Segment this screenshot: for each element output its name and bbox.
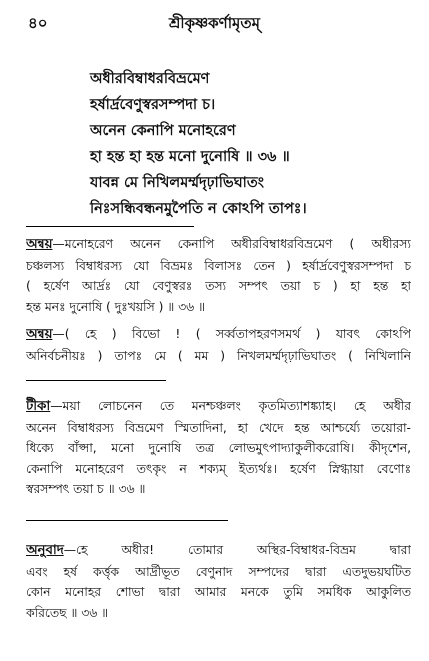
tika-text: ধিক্যে বাঁপ্সা, মনো দুনোষি তত্র লোভমুৎপাদ্যাকুলীকরোষি। কীদৃশেন, <box>26 441 411 455</box>
anvaya-text: চঞ্চলস্য বিম্বাধরস্য যো বিভ্রমঃ বিলাসঃ তেন ) হর্ষার্দ্রবেণুস্বরসম্পদা চ <box>26 258 411 273</box>
anubad-text: করিতেছ ॥ ৩৬ ॥ <box>26 605 109 620</box>
tika-text: —ময়া লোচনেন তে মনশ্চঞ্চলং কৃতমিত্যাশঙ্ক্যাহ। হে অধীর <box>50 399 411 413</box>
anubad-text: এবং হর্ষ কর্ত্তৃক আর্দ্রীভূত বেণুনাদ সম্পদের দ্বারা এতদুভয়ঘটিত <box>26 564 411 579</box>
anvaya-paragraph-1 <box>26 234 411 317</box>
section-divider <box>26 520 228 521</box>
anubad-paragraph <box>26 540 411 623</box>
verse-block <box>90 66 420 222</box>
anvaya-label: অন্বয় <box>26 237 53 252</box>
verse-line: অনেন কেনাপি মনোহরেণ <box>90 123 236 139</box>
tika-label: টীকা <box>26 399 51 414</box>
anvaya-paragraph-2 <box>26 324 411 366</box>
page-header <box>0 10 429 36</box>
verse-line: হা হন্ত হা হন্ত মনো দুনোষি ॥ ৩৬ ॥ <box>90 149 290 165</box>
anvaya-text: —( হে ) বিভো ! ( সর্ব্বতাপহরণসমর্থ ) যাবৎ কোঽপি <box>52 327 411 341</box>
anvaya-text: ( হর্ষেণ আর্দ্রঃ যো বেণুস্বরঃ তস্য সম্পৎ তয়া চ ) হা হন্ত হা <box>26 279 411 293</box>
tika-text: কেনাপি মনোহরেণ তৎকৃং ন শক্যম্ ইত্যর্থঃ। হর্ষেণ স্নিগ্ধায়া বেণোঃ <box>26 461 411 476</box>
anvaya-text: —মনোহরেণ অনেন কেনাপি অধীরবিম্বাধরবিভ্রমেণ ( অধীরস্য <box>52 237 411 251</box>
tika-paragraph <box>26 396 411 500</box>
tika-text: স্বরসম্পৎ তয়া চ ॥ ৩৬ ॥ <box>26 482 146 496</box>
page-number: ৪০ <box>28 14 48 32</box>
anubad-text: কোন মনোহর শোভা দ্বারা আমার মনকে তুমি সমধিক আকুলিত <box>26 585 411 599</box>
section-divider <box>26 380 166 381</box>
verse-line: হর্ষার্দ্রবেণুস্বরসম্পদা চ। <box>90 97 216 113</box>
verse-line: অধীরবিম্বাধরবিভ্রমেণ <box>90 71 210 87</box>
anubad-label: অনুবাদ <box>26 543 64 558</box>
section-divider <box>26 226 194 227</box>
running-title: শ্রীকৃষ্ণকর্ণামৃতম্ <box>169 14 260 32</box>
anubad-text: —হে অধীর! তোমার অস্থির-বিম্বাধর-বিভ্রম দ্বারা <box>63 543 411 557</box>
verse-line: নিঃসন্ধিবন্ধনমুপৈতি ন কোঽপি তাপঃ। <box>90 201 307 217</box>
anvaya-text: অনির্বচনীয়ঃ ) তাপঃ মে ( মম ) নিখলমর্ম্মদৃঢ়াভিঘাতং ( নিখিলানি <box>26 348 411 363</box>
tika-text: অনেন বিম্বাধরস্য বিভ্রমেণ স্মিতাদিনা, হা খেদে হন্ত আশ্চর্য্যে তয়োরা- <box>26 420 411 435</box>
anvaya-label: অন্বয় <box>26 327 53 342</box>
anvaya-text: হন্ত মনঃ দুনোষি ( দুঃখয়সি ) ॥ ৩৬ ॥ <box>26 299 206 314</box>
verse-line: যাবন্ন মে নিখিলমর্ম্মদৃঢ়াভিঘাতং <box>90 175 264 191</box>
